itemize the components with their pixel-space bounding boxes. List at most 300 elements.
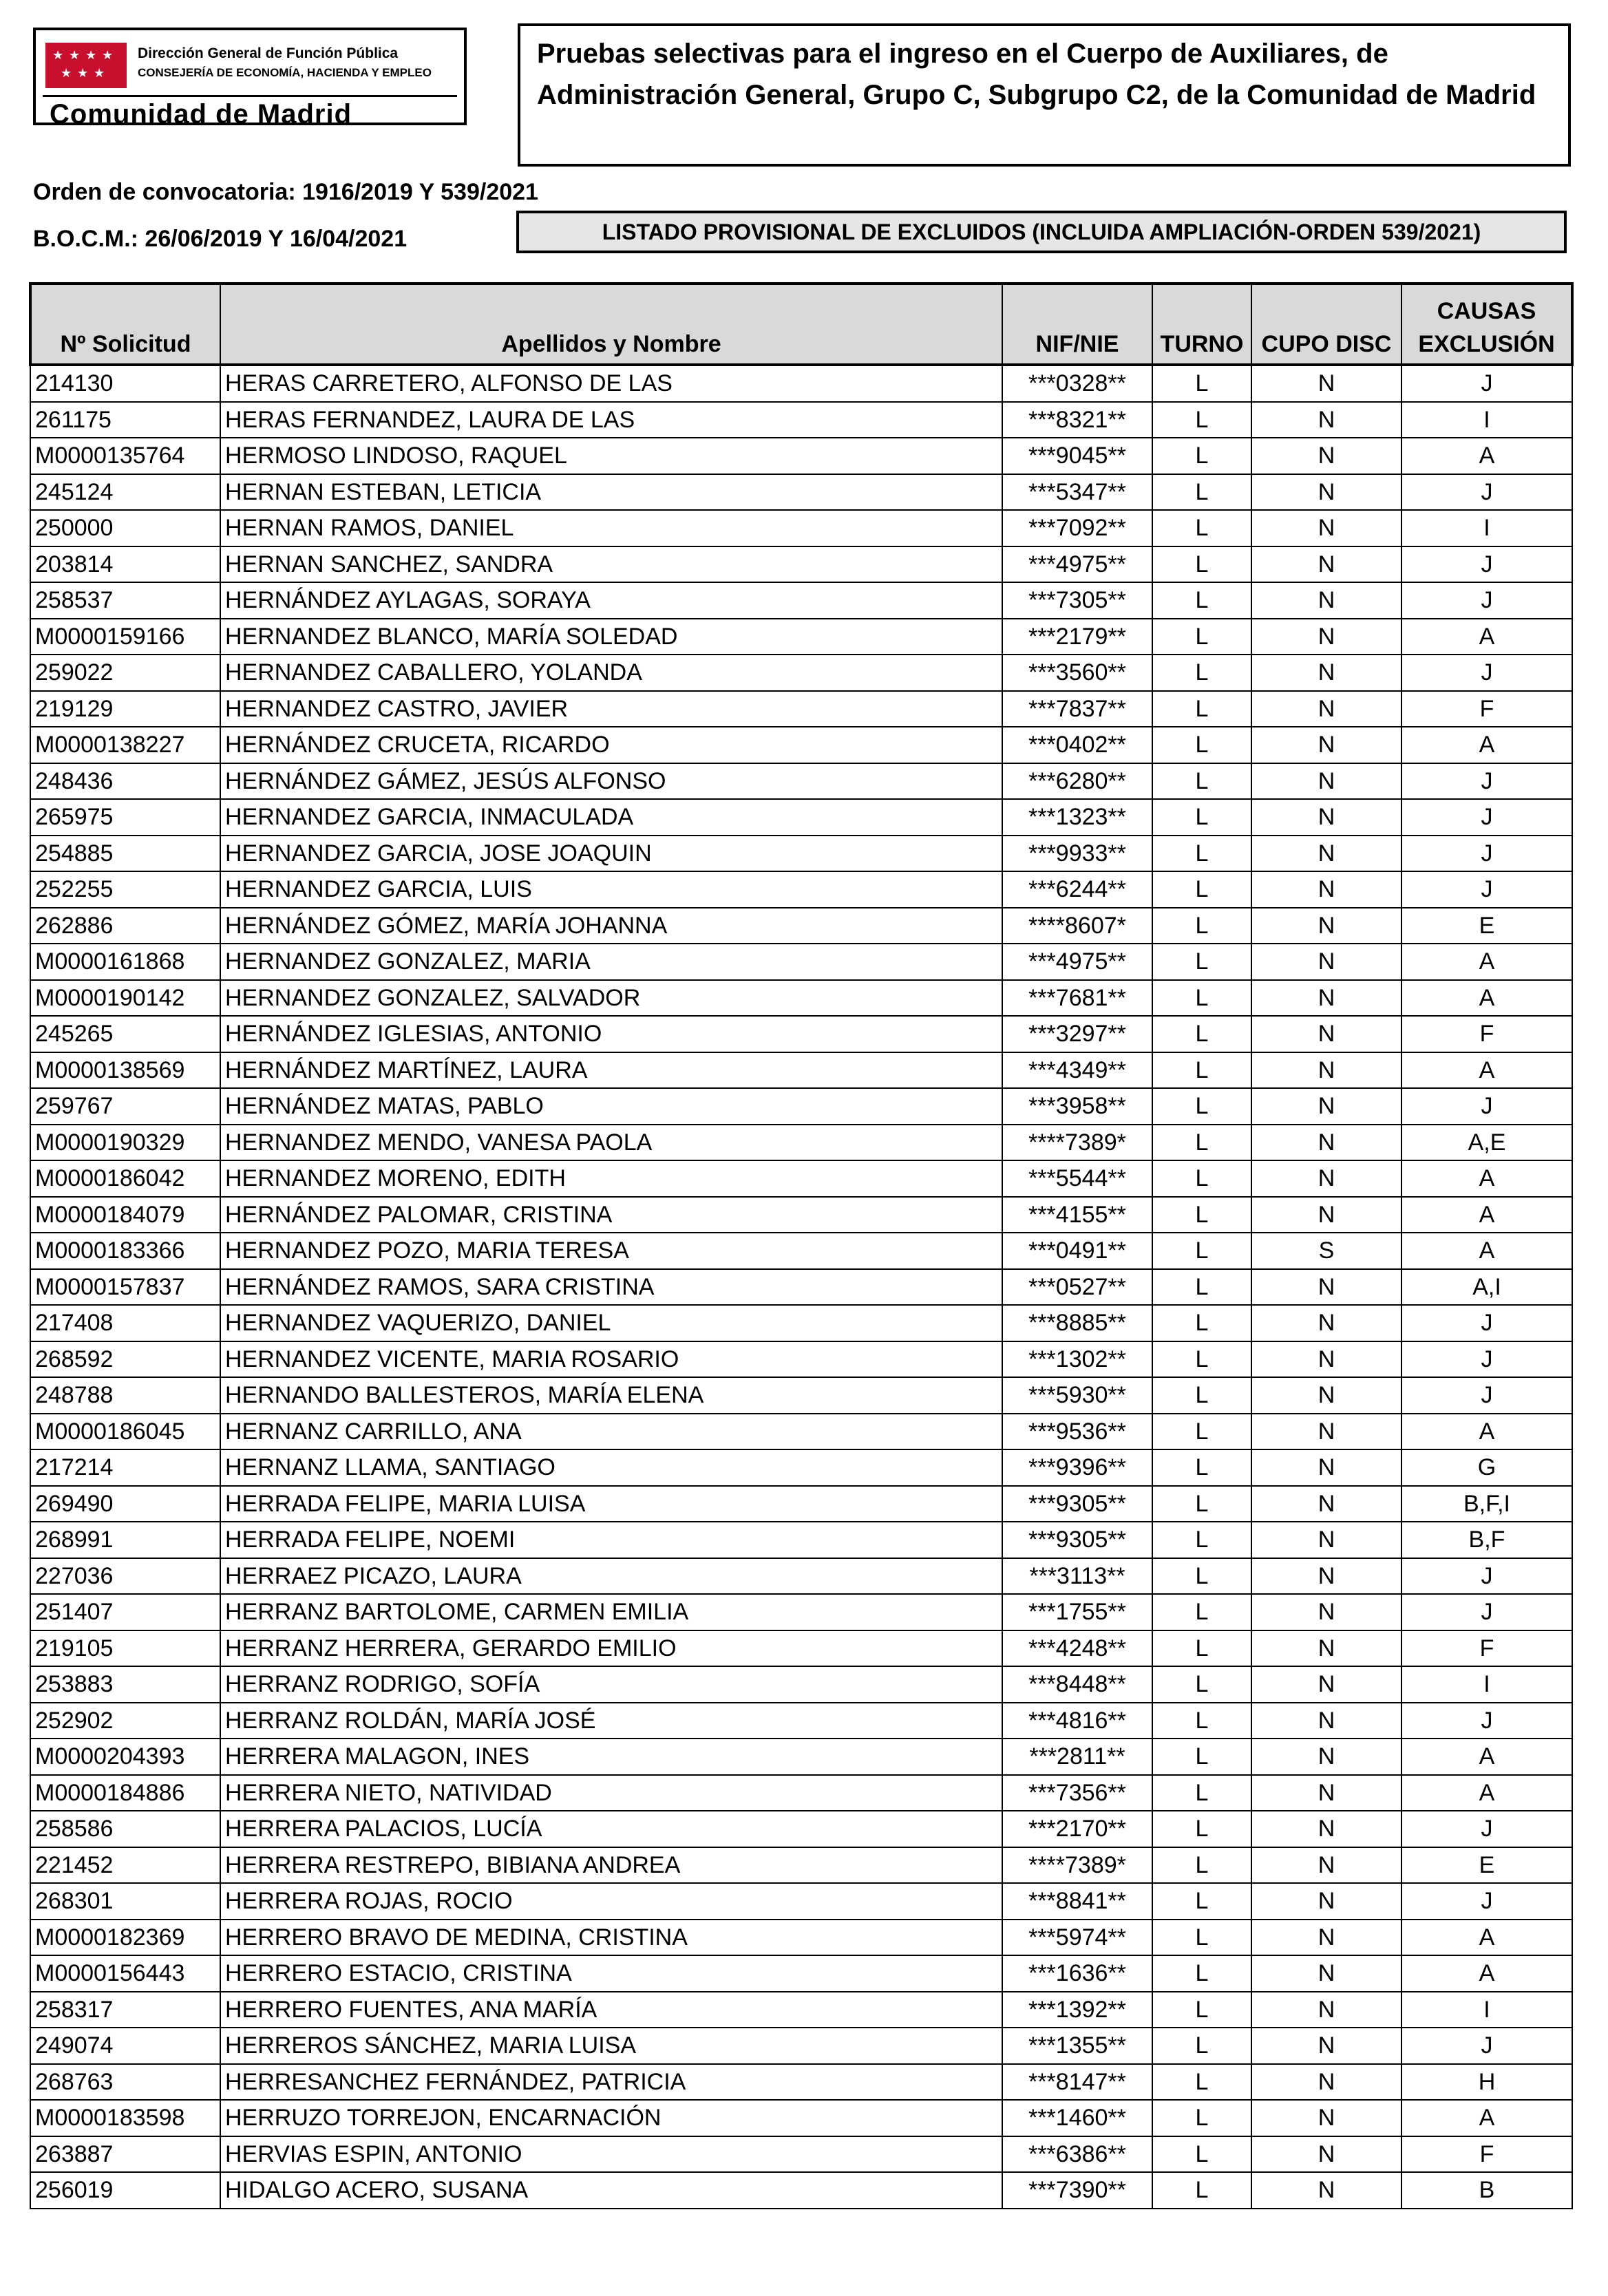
table-row bbox=[30, 1594, 1572, 1630]
table-row bbox=[30, 908, 1572, 944]
logo-consejeria-text: CONSEJERÍA DE ECONOMÍA, HACIENDA Y EMPLEO bbox=[138, 66, 432, 79]
cell-solicitud: 259767 bbox=[30, 1088, 220, 1125]
cell-nif: ***2811** bbox=[1002, 1739, 1152, 1775]
cell-turno: L bbox=[1152, 2100, 1251, 2136]
cell-cupo: N bbox=[1251, 1847, 1401, 1884]
cell-nombre: HERRERA PALACIOS, LUCÍA bbox=[220, 1811, 1002, 1847]
cell-causas: F bbox=[1401, 2136, 1572, 2173]
cell-nif: ***9305** bbox=[1002, 1522, 1152, 1558]
cell-cupo: N bbox=[1251, 1703, 1401, 1739]
cell-causas: J bbox=[1401, 655, 1572, 691]
table-row bbox=[30, 2172, 1572, 2209]
cell-solicitud: M0000190329 bbox=[30, 1125, 220, 1161]
cell-causas: A bbox=[1401, 1775, 1572, 1811]
cell-nif: ***4248** bbox=[1002, 1630, 1152, 1667]
cell-cupo: N bbox=[1251, 1920, 1401, 1956]
cell-solicitud: M0000135764 bbox=[30, 438, 220, 474]
cell-causas: A bbox=[1401, 980, 1572, 1017]
cell-nif: ***4975** bbox=[1002, 944, 1152, 980]
cell-solicitud: 265975 bbox=[30, 799, 220, 836]
cell-solicitud: 268763 bbox=[30, 2064, 220, 2101]
table-row bbox=[30, 546, 1572, 583]
cell-cupo: N bbox=[1251, 1414, 1401, 1450]
cell-causas: A,I bbox=[1401, 1269, 1572, 1306]
cell-causas: J bbox=[1401, 1377, 1572, 1414]
cell-nombre: HERNAN SANCHEZ, SANDRA bbox=[220, 546, 1002, 583]
table-row bbox=[30, 1847, 1572, 1884]
cell-turno: L bbox=[1152, 2136, 1251, 2173]
cell-cupo: N bbox=[1251, 1992, 1401, 2028]
cell-turno: L bbox=[1152, 1955, 1251, 1992]
table-row bbox=[30, 799, 1572, 836]
logo-direccion-text: Dirección General de Función Pública bbox=[138, 45, 399, 61]
cell-turno: L bbox=[1152, 1233, 1251, 1269]
cell-causas: A bbox=[1401, 1414, 1572, 1450]
cell-nombre: HERNANDEZ GARCIA, JOSE JOAQUIN bbox=[220, 836, 1002, 872]
table-row bbox=[30, 1739, 1572, 1775]
cell-causas: J bbox=[1401, 1811, 1572, 1847]
table-row bbox=[30, 1920, 1572, 1956]
table-row bbox=[30, 836, 1572, 872]
logo-divider bbox=[43, 95, 457, 97]
cell-nombre: HERRESANCHEZ FERNÁNDEZ, PATRICIA bbox=[220, 2064, 1002, 2101]
cell-causas: A bbox=[1401, 1052, 1572, 1089]
cell-cupo: N bbox=[1251, 438, 1401, 474]
cell-cupo: N bbox=[1251, 908, 1401, 944]
cell-nif: ***7837** bbox=[1002, 691, 1152, 727]
cell-turno: L bbox=[1152, 1594, 1251, 1630]
cell-nombre: HERNANDEZ POZO, MARIA TERESA bbox=[220, 1233, 1002, 1269]
cell-turno: L bbox=[1152, 1992, 1251, 2028]
cell-cupo: N bbox=[1251, 1016, 1401, 1052]
cell-turno: L bbox=[1152, 980, 1251, 1017]
cell-nombre: HERRUZO TORREJON, ENCARNACIÓN bbox=[220, 2100, 1002, 2136]
cell-solicitud: M0000190142 bbox=[30, 980, 220, 1017]
cell-cupo: N bbox=[1251, 1955, 1401, 1992]
cell-nif: ***1755** bbox=[1002, 1594, 1152, 1630]
cell-nif: ***8147** bbox=[1002, 2064, 1152, 2101]
cell-nombre: HERRERA MALAGON, INES bbox=[220, 1739, 1002, 1775]
cell-cupo: N bbox=[1251, 763, 1401, 800]
cell-turno: L bbox=[1152, 1811, 1251, 1847]
cell-nombre: HERNANDEZ GONZALEZ, MARIA bbox=[220, 944, 1002, 980]
cell-cupo: N bbox=[1251, 546, 1401, 583]
cell-nif: ***5544** bbox=[1002, 1160, 1152, 1197]
cell-causas: I bbox=[1401, 402, 1572, 438]
cell-causas: A,E bbox=[1401, 1125, 1572, 1161]
cell-nombre: HIDALGO ACERO, SUSANA bbox=[220, 2172, 1002, 2209]
cell-nombre: HERNAN RAMOS, DANIEL bbox=[220, 510, 1002, 546]
cell-solicitud: M0000184079 bbox=[30, 1197, 220, 1233]
cell-turno: L bbox=[1152, 619, 1251, 655]
cell-turno: L bbox=[1152, 365, 1251, 402]
cell-solicitud: 262886 bbox=[30, 908, 220, 944]
cell-nombre: HERRADA FELIPE, MARIA LUISA bbox=[220, 1486, 1002, 1522]
cell-solicitud: 261175 bbox=[30, 402, 220, 438]
cell-nombre: HERRADA FELIPE, NOEMI bbox=[220, 1522, 1002, 1558]
cell-nif: ***1323** bbox=[1002, 799, 1152, 836]
cell-solicitud: M0000138227 bbox=[30, 727, 220, 763]
cell-turno: L bbox=[1152, 546, 1251, 583]
table-row bbox=[30, 763, 1572, 800]
cell-nombre: HERNÁNDEZ MARTÍNEZ, LAURA bbox=[220, 1052, 1002, 1089]
cell-turno: L bbox=[1152, 871, 1251, 908]
cell-cupo: N bbox=[1251, 1305, 1401, 1341]
cell-nombre: HERRANZ BARTOLOME, CARMEN EMILIA bbox=[220, 1594, 1002, 1630]
table-row bbox=[30, 1992, 1572, 2028]
cell-nif: ***0328** bbox=[1002, 365, 1152, 402]
cell-turno: L bbox=[1152, 1558, 1251, 1595]
cell-cupo: N bbox=[1251, 365, 1401, 402]
cell-nif: ****7389* bbox=[1002, 1125, 1152, 1161]
cell-cupo: N bbox=[1251, 691, 1401, 727]
cell-nombre: HERMOSO LINDOSO, RAQUEL bbox=[220, 438, 1002, 474]
cell-nif: ***9045** bbox=[1002, 438, 1152, 474]
cell-nombre: HERAS FERNANDEZ, LAURA DE LAS bbox=[220, 402, 1002, 438]
madrid-flag-icon: ★ ★ ★ ★ ★ ★ ★ bbox=[45, 43, 127, 88]
cell-nif: ***9396** bbox=[1002, 1449, 1152, 1486]
cell-nombre: HERNANDEZ VAQUERIZO, DANIEL bbox=[220, 1305, 1002, 1341]
table-row bbox=[30, 691, 1572, 727]
header-turno: TURNO bbox=[1152, 284, 1251, 365]
cell-turno: L bbox=[1152, 1522, 1251, 1558]
header-causas-line2: EXCLUSIÓN bbox=[1418, 331, 1555, 357]
cell-causas: A bbox=[1401, 1160, 1572, 1197]
cell-cupo: N bbox=[1251, 980, 1401, 1017]
cell-causas: B bbox=[1401, 2172, 1572, 2209]
cell-nif: ***1460** bbox=[1002, 2100, 1152, 2136]
cell-nif: ***4349** bbox=[1002, 1052, 1152, 1089]
cell-solicitud: 268301 bbox=[30, 1883, 220, 1920]
cell-cupo: N bbox=[1251, 2100, 1401, 2136]
cell-causas: I bbox=[1401, 1666, 1572, 1703]
cell-cupo: N bbox=[1251, 1630, 1401, 1667]
cell-turno: L bbox=[1152, 1775, 1251, 1811]
cell-solicitud: M0000183366 bbox=[30, 1233, 220, 1269]
cell-nif: ***5930** bbox=[1002, 1377, 1152, 1414]
cell-nombre: HERNANDEZ MORENO, EDITH bbox=[220, 1160, 1002, 1197]
cell-nombre: HERNÁNDEZ AYLAGAS, SORAYA bbox=[220, 582, 1002, 619]
cell-solicitud: 258537 bbox=[30, 582, 220, 619]
cell-cupo: N bbox=[1251, 1811, 1401, 1847]
cell-solicitud: M0000138569 bbox=[30, 1052, 220, 1089]
cell-turno: L bbox=[1152, 1414, 1251, 1450]
cell-nif: ****8607* bbox=[1002, 908, 1152, 944]
table-row bbox=[30, 727, 1572, 763]
logo-brand-text: Comunidad de Madrid bbox=[50, 99, 352, 129]
cell-causas: J bbox=[1401, 763, 1572, 800]
cell-nif: ***4975** bbox=[1002, 546, 1152, 583]
cell-cupo: N bbox=[1251, 1088, 1401, 1125]
table-row bbox=[30, 1558, 1572, 1595]
cell-solicitud: 203814 bbox=[30, 546, 220, 583]
cell-solicitud: 217408 bbox=[30, 1305, 220, 1341]
cell-cupo: N bbox=[1251, 582, 1401, 619]
table-row bbox=[30, 582, 1572, 619]
header-nif: NIF/NIE bbox=[1002, 284, 1152, 365]
cell-solicitud: 217214 bbox=[30, 1449, 220, 1486]
table-row bbox=[30, 1703, 1572, 1739]
table-row bbox=[30, 1811, 1572, 1847]
cell-cupo: N bbox=[1251, 474, 1401, 511]
cell-nif: ***6386** bbox=[1002, 2136, 1152, 2173]
cell-solicitud: 221452 bbox=[30, 1847, 220, 1884]
cell-cupo: N bbox=[1251, 727, 1401, 763]
cell-cupo: N bbox=[1251, 402, 1401, 438]
cell-solicitud: M0000156443 bbox=[30, 1955, 220, 1992]
table-row bbox=[30, 1016, 1572, 1052]
cell-turno: L bbox=[1152, 944, 1251, 980]
cell-cupo: N bbox=[1251, 1052, 1401, 1089]
cell-cupo: N bbox=[1251, 799, 1401, 836]
cell-cupo: N bbox=[1251, 1775, 1401, 1811]
cell-nombre: HERVIAS ESPIN, ANTONIO bbox=[220, 2136, 1002, 2173]
header-causas bbox=[1401, 284, 1572, 365]
cell-nombre: HERRERA ROJAS, ROCIO bbox=[220, 1883, 1002, 1920]
cell-solicitud: 245124 bbox=[30, 474, 220, 511]
cell-nif: ***8448** bbox=[1002, 1666, 1152, 1703]
cell-turno: L bbox=[1152, 1305, 1251, 1341]
cell-causas: F bbox=[1401, 691, 1572, 727]
cell-nombre: HERNANZ CARRILLO, ANA bbox=[220, 1414, 1002, 1450]
cell-causas: A bbox=[1401, 727, 1572, 763]
cell-nif: ***7390** bbox=[1002, 2172, 1152, 2209]
table-row bbox=[30, 402, 1572, 438]
cell-nif: ***3560** bbox=[1002, 655, 1152, 691]
cell-turno: L bbox=[1152, 1016, 1251, 1052]
cell-nombre: HERNANDEZ GARCIA, LUIS bbox=[220, 871, 1002, 908]
cell-cupo: N bbox=[1251, 1377, 1401, 1414]
table-row bbox=[30, 1088, 1572, 1125]
cell-solicitud: M0000157837 bbox=[30, 1269, 220, 1306]
cell-cupo: N bbox=[1251, 1486, 1401, 1522]
cell-turno: L bbox=[1152, 2028, 1251, 2064]
cell-causas: J bbox=[1401, 365, 1572, 402]
cell-nombre: HERNAN ESTEBAN, LETICIA bbox=[220, 474, 1002, 511]
cell-causas: A bbox=[1401, 2100, 1572, 2136]
cell-nif: ***7305** bbox=[1002, 582, 1152, 619]
cell-turno: L bbox=[1152, 908, 1251, 944]
cell-causas: J bbox=[1401, 871, 1572, 908]
cell-nif: ***3297** bbox=[1002, 1016, 1152, 1052]
cell-causas: H bbox=[1401, 2064, 1572, 2101]
cell-cupo: S bbox=[1251, 1233, 1401, 1269]
cell-causas: A bbox=[1401, 1233, 1572, 1269]
cell-causas: A bbox=[1401, 1920, 1572, 1956]
cell-nombre: HERRERA RESTREPO, BIBIANA ANDREA bbox=[220, 1847, 1002, 1884]
cell-nombre: HERNANDEZ CASTRO, JAVIER bbox=[220, 691, 1002, 727]
cell-nif: ***6244** bbox=[1002, 871, 1152, 908]
table-row bbox=[30, 1486, 1572, 1522]
cell-cupo: N bbox=[1251, 836, 1401, 872]
cell-turno: L bbox=[1152, 1449, 1251, 1486]
cell-causas: E bbox=[1401, 908, 1572, 944]
comunidad-madrid-logo bbox=[33, 28, 467, 129]
cell-nombre: HERRERO BRAVO DE MEDINA, CRISTINA bbox=[220, 1920, 1002, 1956]
cell-cupo: N bbox=[1251, 1341, 1401, 1378]
cell-nif: ***7092** bbox=[1002, 510, 1152, 546]
cell-nif: ***7681** bbox=[1002, 980, 1152, 1017]
cell-causas: J bbox=[1401, 1558, 1572, 1595]
cell-causas: J bbox=[1401, 582, 1572, 619]
cell-turno: L bbox=[1152, 836, 1251, 872]
cell-causas: I bbox=[1401, 510, 1572, 546]
cell-turno: L bbox=[1152, 1197, 1251, 1233]
table-row bbox=[30, 1522, 1572, 1558]
cell-causas: J bbox=[1401, 1088, 1572, 1125]
table-row bbox=[30, 365, 1572, 402]
cell-solicitud: M0000161868 bbox=[30, 944, 220, 980]
table-row bbox=[30, 1341, 1572, 1378]
table-row bbox=[30, 474, 1572, 511]
cell-causas: A bbox=[1401, 1955, 1572, 1992]
cell-nif: ***0491** bbox=[1002, 1233, 1152, 1269]
table-row bbox=[30, 980, 1572, 1017]
table-row bbox=[30, 944, 1572, 980]
cell-nif: ***3113** bbox=[1002, 1558, 1152, 1595]
cell-turno: L bbox=[1152, 1377, 1251, 1414]
table-row bbox=[30, 2100, 1572, 2136]
table-row bbox=[30, 1269, 1572, 1306]
cell-nombre: HERREROS SÁNCHEZ, MARIA LUISA bbox=[220, 2028, 1002, 2064]
cell-cupo: N bbox=[1251, 944, 1401, 980]
cell-nombre: HERRERA NIETO, NATIVIDAD bbox=[220, 1775, 1002, 1811]
header-solicitud: Nº Solicitud bbox=[30, 284, 220, 365]
cell-nombre: HERNÁNDEZ IGLESIAS, ANTONIO bbox=[220, 1016, 1002, 1052]
cell-solicitud: 252255 bbox=[30, 871, 220, 908]
cell-cupo: N bbox=[1251, 655, 1401, 691]
cell-nombre: HERNÁNDEZ GÁMEZ, JESÚS ALFONSO bbox=[220, 763, 1002, 800]
cell-turno: L bbox=[1152, 691, 1251, 727]
table-row bbox=[30, 655, 1572, 691]
cell-cupo: N bbox=[1251, 1449, 1401, 1486]
cell-causas: F bbox=[1401, 1630, 1572, 1667]
cell-solicitud: M0000186045 bbox=[30, 1414, 220, 1450]
table-header-row bbox=[30, 284, 1572, 365]
cell-causas: B,F bbox=[1401, 1522, 1572, 1558]
table-row bbox=[30, 2136, 1572, 2173]
header-cupo: CUPO DISC bbox=[1251, 284, 1401, 365]
listado-heading: LISTADO PROVISIONAL DE EXCLUIDOS (INCLUIDA AMPLIACIÓN-ORDEN 539/2021) bbox=[516, 211, 1567, 253]
cell-solicitud: 258586 bbox=[30, 1811, 220, 1847]
cell-nif: ***1636** bbox=[1002, 1955, 1152, 1992]
cell-solicitud: 249074 bbox=[30, 2028, 220, 2064]
cell-solicitud: 252902 bbox=[30, 1703, 220, 1739]
cell-turno: L bbox=[1152, 510, 1251, 546]
cell-nombre: HERNANDEZ MENDO, VANESA PAOLA bbox=[220, 1125, 1002, 1161]
cell-solicitud: 263887 bbox=[30, 2136, 220, 2173]
cell-solicitud: 245265 bbox=[30, 1016, 220, 1052]
table-row bbox=[30, 1197, 1572, 1233]
cell-solicitud: 248788 bbox=[30, 1377, 220, 1414]
bocm-reference: B.O.C.M.: 26/06/2019 Y 16/04/2021 bbox=[33, 226, 408, 252]
cell-causas: J bbox=[1401, 2028, 1572, 2064]
cell-causas: A bbox=[1401, 1197, 1572, 1233]
cell-turno: L bbox=[1152, 2064, 1251, 2101]
cell-solicitud: 258317 bbox=[30, 1992, 220, 2028]
cell-turno: L bbox=[1152, 763, 1251, 800]
cell-nif: ***9933** bbox=[1002, 836, 1152, 872]
cell-causas: J bbox=[1401, 474, 1572, 511]
cell-turno: L bbox=[1152, 1883, 1251, 1920]
cell-nif: ***5347** bbox=[1002, 474, 1152, 511]
cell-solicitud: M0000184886 bbox=[30, 1775, 220, 1811]
cell-solicitud: 259022 bbox=[30, 655, 220, 691]
cell-nif: ***6280** bbox=[1002, 763, 1152, 800]
cell-nombre: HERRAEZ PICAZO, LAURA bbox=[220, 1558, 1002, 1595]
cell-solicitud: 248436 bbox=[30, 763, 220, 800]
cell-turno: L bbox=[1152, 1739, 1251, 1775]
cell-cupo: N bbox=[1251, 2028, 1401, 2064]
cell-nif: ***4816** bbox=[1002, 1703, 1152, 1739]
cell-nif: ***8885** bbox=[1002, 1305, 1152, 1341]
cell-causas: J bbox=[1401, 1305, 1572, 1341]
cell-turno: L bbox=[1152, 402, 1251, 438]
cell-nif: ***8841** bbox=[1002, 1883, 1152, 1920]
cell-solicitud: M0000182369 bbox=[30, 1920, 220, 1956]
cell-nif: ****7389* bbox=[1002, 1847, 1152, 1884]
cell-turno: L bbox=[1152, 438, 1251, 474]
cell-cupo: N bbox=[1251, 2172, 1401, 2209]
cell-cupo: N bbox=[1251, 2064, 1401, 2101]
excluded-list-table bbox=[29, 282, 1574, 2209]
cell-nif: ***3958** bbox=[1002, 1088, 1152, 1125]
cell-cupo: N bbox=[1251, 1883, 1401, 1920]
cell-turno: L bbox=[1152, 1269, 1251, 1306]
cell-cupo: N bbox=[1251, 1522, 1401, 1558]
cell-turno: L bbox=[1152, 474, 1251, 511]
cell-turno: L bbox=[1152, 2172, 1251, 2209]
table-row bbox=[30, 1125, 1572, 1161]
cell-causas: I bbox=[1401, 1992, 1572, 2028]
table-row bbox=[30, 1449, 1572, 1486]
cell-turno: L bbox=[1152, 1666, 1251, 1703]
cell-nombre: HERAS CARRETERO, ALFONSO DE LAS bbox=[220, 365, 1002, 402]
cell-causas: A bbox=[1401, 944, 1572, 980]
cell-cupo: N bbox=[1251, 1125, 1401, 1161]
cell-nombre: HERNANZ LLAMA, SANTIAGO bbox=[220, 1449, 1002, 1486]
cell-nombre: HERRANZ ROLDÁN, MARÍA JOSÉ bbox=[220, 1703, 1002, 1739]
cell-nombre: HERNÁNDEZ GÓMEZ, MARÍA JOHANNA bbox=[220, 908, 1002, 944]
cell-nif: ***9536** bbox=[1002, 1414, 1152, 1450]
cell-nombre: HERNANDO BALLESTEROS, MARÍA ELENA bbox=[220, 1377, 1002, 1414]
cell-causas: J bbox=[1401, 1883, 1572, 1920]
cell-nombre: HERNÁNDEZ RAMOS, SARA CRISTINA bbox=[220, 1269, 1002, 1306]
table-row bbox=[30, 1955, 1572, 1992]
cell-causas: G bbox=[1401, 1449, 1572, 1486]
cell-nombre: HERNANDEZ GONZALEZ, SALVADOR bbox=[220, 980, 1002, 1017]
cell-nif: ***9305** bbox=[1002, 1486, 1152, 1522]
cell-causas: J bbox=[1401, 546, 1572, 583]
cell-nombre: HERRERO ESTACIO, CRISTINA bbox=[220, 1955, 1002, 1992]
cell-solicitud: 253883 bbox=[30, 1666, 220, 1703]
table-row bbox=[30, 2064, 1572, 2101]
cell-nif: ***1392** bbox=[1002, 1992, 1152, 2028]
cell-solicitud: 268592 bbox=[30, 1341, 220, 1378]
cell-cupo: N bbox=[1251, 1594, 1401, 1630]
cell-solicitud: 251407 bbox=[30, 1594, 220, 1630]
cell-nif: ***4155** bbox=[1002, 1197, 1152, 1233]
cell-nif: ***7356** bbox=[1002, 1775, 1152, 1811]
cell-causas: A bbox=[1401, 619, 1572, 655]
cell-cupo: N bbox=[1251, 1558, 1401, 1595]
cell-cupo: N bbox=[1251, 2136, 1401, 2173]
cell-nif: ***8321** bbox=[1002, 402, 1152, 438]
cell-solicitud: 219105 bbox=[30, 1630, 220, 1667]
cell-turno: L bbox=[1152, 1088, 1251, 1125]
cell-nombre: HERNANDEZ BLANCO, MARÍA SOLEDAD bbox=[220, 619, 1002, 655]
cell-solicitud: M0000186042 bbox=[30, 1160, 220, 1197]
